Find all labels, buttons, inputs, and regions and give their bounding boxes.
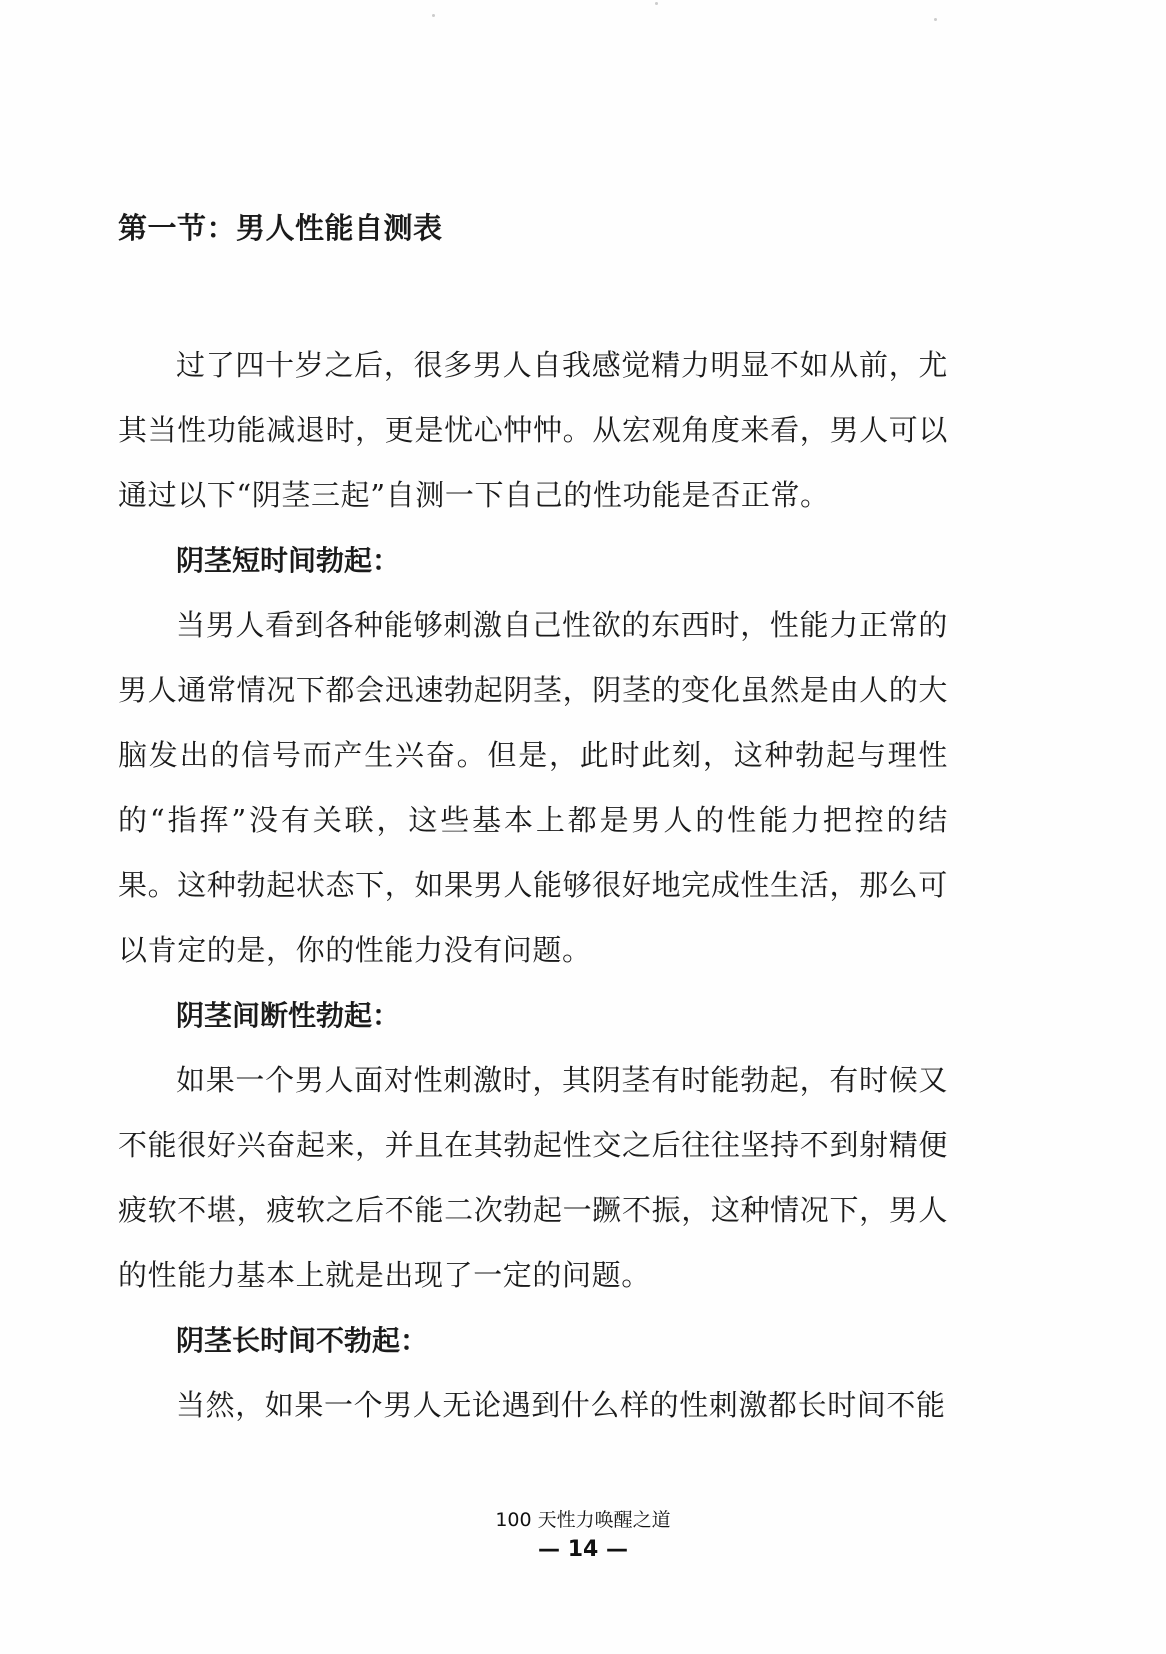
footer-book-title: 100 天性力唤醒之道 — [495, 1509, 671, 1531]
scan-speck — [432, 14, 435, 17]
subheading-intermittent-erection: 阴茎间断性勃起： — [176, 999, 401, 1032]
subheading-long-no-erection: 阴茎长时间不勃起： — [176, 1324, 429, 1357]
document-body — [118, 206, 948, 1438]
short-erection-paragraph: 当男人看到各种能够刺激自己性欲的东西时，性能力正常的男人通常情况下都会迅速勃起阴茎，阴茎的变化虽然是由人的大脑发出的信号而产生兴奋。但是，此时此刻，这种勃起与理性的“指挥”没有关联，这些基本上都是男人的性能力把控的结果。这种勃起状态下，如果男人能够很好地完成性生活，那么可以肯定的是，你的性能力没有问题。 — [118, 608, 948, 967]
intermittent-erection-paragraph: 如果一个男人面对性刺激时，其阴茎有时能勃起，有时候又不能很好兴奋起来，并且在其勃起性交之后往往坚持不到射精便疲软不堪，疲软之后不能二次勃起一蹶不振，这种情况下，男人的性能力基本上就是出现了一定的问题。 — [118, 1063, 948, 1292]
intro-paragraph: 过了四十岁之后，很多男人自我感觉精力明显不如从前，尤其当性功能减退时，更是忧心忡忡。从宏观角度来看，男人可以通过以下“阴茎三起”自测一下自己的性功能是否正常。 — [118, 348, 948, 512]
subheading-short-erection: 阴茎短时间勃起： — [176, 544, 401, 577]
scan-speck — [655, 2, 658, 5]
page-footer — [0, 1505, 1166, 1565]
page-number: — 14 — — [538, 1537, 628, 1562]
long-no-erection-paragraph: 当然，如果一个男人无论遇到什么样的性刺激都长时间不能 — [176, 1388, 946, 1422]
scan-speck — [934, 18, 937, 21]
section-title: 第一节：男人性能自测表 — [118, 211, 443, 245]
